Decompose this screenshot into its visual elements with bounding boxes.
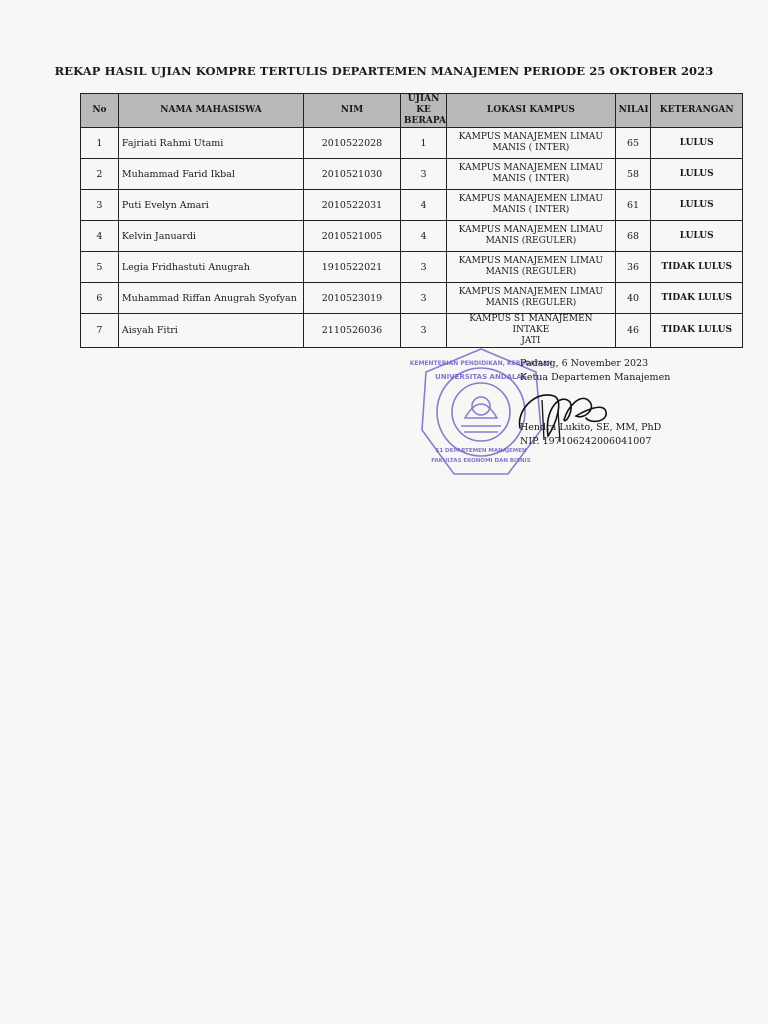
row-campus-location-line1: KAMPUS MANAJEMEN LIMAU bbox=[458, 163, 603, 173]
row-attempt: 3 bbox=[400, 283, 446, 314]
row-score: 46 bbox=[615, 314, 651, 348]
row-remark: TIDAK LULUS bbox=[651, 252, 743, 283]
row-campus-location bbox=[447, 283, 615, 314]
row-campus-location-line2: MANIS (REGULER) bbox=[485, 298, 577, 308]
row-campus-location-line1: KAMPUS MANAJEMEN LIMAU bbox=[458, 287, 603, 297]
table-row bbox=[81, 221, 743, 252]
header-remark: KETERANGAN bbox=[651, 94, 743, 128]
table-row bbox=[81, 252, 743, 283]
table-row bbox=[81, 159, 743, 190]
row-nim: 2010521030 bbox=[304, 159, 401, 190]
row-score: 36 bbox=[615, 252, 651, 283]
row-nim: 2010523019 bbox=[304, 283, 401, 314]
row-nim: 2010522028 bbox=[304, 128, 401, 159]
stamp-university-text: UNIVERSITAS ANDALAS bbox=[435, 373, 527, 381]
row-attempt: 4 bbox=[400, 221, 446, 252]
stamp-faculty-text: FAKULTAS EKONOMI DAN BISNIS bbox=[431, 458, 531, 464]
row-campus-location bbox=[447, 252, 615, 283]
row-campus-location bbox=[447, 190, 615, 221]
signature-place-date: Padang, 6 November 2023 bbox=[520, 358, 649, 369]
row-student-name: Puti Evelyn Amari bbox=[118, 190, 303, 221]
row-campus-location-line2: MANIS ( INTER) bbox=[492, 174, 570, 184]
row-student-name: Muhammad Farid Ikbal bbox=[118, 159, 303, 190]
header-nim: NIM bbox=[304, 94, 401, 128]
row-student-name: Muhammad Riffan Anugrah Syofyan bbox=[118, 283, 303, 314]
row-remark: LULUS bbox=[651, 221, 743, 252]
row-campus-location bbox=[447, 221, 615, 252]
row-student-name: Fajriati Rahmi Utami bbox=[118, 128, 303, 159]
row-campus-location bbox=[447, 128, 615, 159]
signatory-nip: NIP. 197106242006041007 bbox=[520, 436, 652, 447]
row-remark: LULUS bbox=[651, 190, 743, 221]
row-campus-location-line1: KAMPUS MANAJEMEN LIMAU bbox=[458, 132, 603, 142]
row-no: 2 bbox=[81, 159, 119, 190]
signature-position: Ketua Departemen Manajemen bbox=[520, 372, 671, 383]
row-attempt: 4 bbox=[400, 190, 446, 221]
row-score: 40 bbox=[615, 283, 651, 314]
header-no: No bbox=[81, 94, 119, 128]
row-no: 6 bbox=[81, 283, 119, 314]
row-attempt: 3 bbox=[400, 252, 446, 283]
exam-results-table bbox=[80, 93, 743, 348]
table-row bbox=[81, 128, 743, 159]
row-nim: 1910522021 bbox=[304, 252, 401, 283]
row-attempt: 3 bbox=[400, 314, 446, 348]
row-no: 4 bbox=[81, 221, 119, 252]
row-student-name: Kelvin Januardi bbox=[118, 221, 303, 252]
row-nim: 2110526036 bbox=[304, 314, 401, 348]
header-attempt bbox=[400, 94, 446, 128]
stamp-ministry-text: KEMENTERIAN PENDIDIKAN, KEBUDAYAAN bbox=[409, 360, 553, 367]
row-remark: TIDAK LULUS bbox=[651, 283, 743, 314]
row-campus-location-line2: MANIS (REGULER) bbox=[485, 267, 577, 277]
row-attempt: 1 bbox=[400, 128, 446, 159]
row-campus-location-line1: KAMPUS MANAJEMEN LIMAU bbox=[458, 194, 603, 204]
row-nim: 2010521005 bbox=[304, 221, 401, 252]
header-attempt-line1: UJIAN KE bbox=[407, 94, 440, 115]
row-score: 68 bbox=[615, 221, 651, 252]
row-no: 3 bbox=[81, 190, 119, 221]
row-remark: TIDAK LULUS bbox=[651, 314, 743, 348]
row-remark: LULUS bbox=[651, 159, 743, 190]
document-title: REKAP HASIL UJIAN KOMPRE TERTULIS DEPARTEMEN MANAJEMEN PERIODE 25 OKTOBER 2023 bbox=[54, 64, 714, 78]
row-student-name: Aisyah Fitri bbox=[118, 314, 303, 348]
row-campus-location-line2: MANIS ( INTER) bbox=[492, 143, 570, 153]
row-campus-location-line2: JATI bbox=[521, 336, 541, 346]
row-score: 65 bbox=[615, 128, 651, 159]
table-row bbox=[81, 190, 743, 221]
row-campus-location bbox=[447, 159, 615, 190]
row-no: 7 bbox=[81, 314, 119, 348]
row-campus-location-line2: MANIS (REGULER) bbox=[485, 236, 577, 246]
table-row bbox=[81, 283, 743, 314]
row-campus-location-line1: KAMPUS MANAJEMEN LIMAU bbox=[458, 256, 603, 266]
header-attempt-line2: BERAPA bbox=[403, 116, 446, 126]
row-campus-location bbox=[447, 314, 615, 348]
row-score: 61 bbox=[615, 190, 651, 221]
row-no: 5 bbox=[81, 252, 119, 283]
row-student-name: Legia Fridhastuti Anugrah bbox=[118, 252, 303, 283]
header-score: NILAI bbox=[615, 94, 651, 128]
row-campus-location-line2: MANIS ( INTER) bbox=[492, 205, 570, 215]
row-remark: LULUS bbox=[651, 128, 743, 159]
row-campus-location-line1: KAMPUS MANAJEMEN LIMAU bbox=[458, 225, 603, 235]
table-row bbox=[81, 314, 743, 348]
row-attempt: 3 bbox=[400, 159, 446, 190]
header-campus-location: LOKASI KAMPUS bbox=[447, 94, 615, 128]
row-score: 58 bbox=[615, 159, 651, 190]
table-header-row bbox=[81, 94, 743, 128]
row-campus-location-line1: KAMPUS S1 MANAJEMEN INTAKE bbox=[469, 314, 593, 335]
header-student-name: NAMA MAHASISWA bbox=[118, 94, 303, 128]
stamp-department-text: S1 DEPARTEMEN MANAJEMEN bbox=[435, 448, 527, 454]
signatory-name: Hendra Lukito, SE, MM, PhD bbox=[520, 422, 662, 433]
row-no: 1 bbox=[81, 128, 119, 159]
row-nim: 2010522031 bbox=[304, 190, 401, 221]
